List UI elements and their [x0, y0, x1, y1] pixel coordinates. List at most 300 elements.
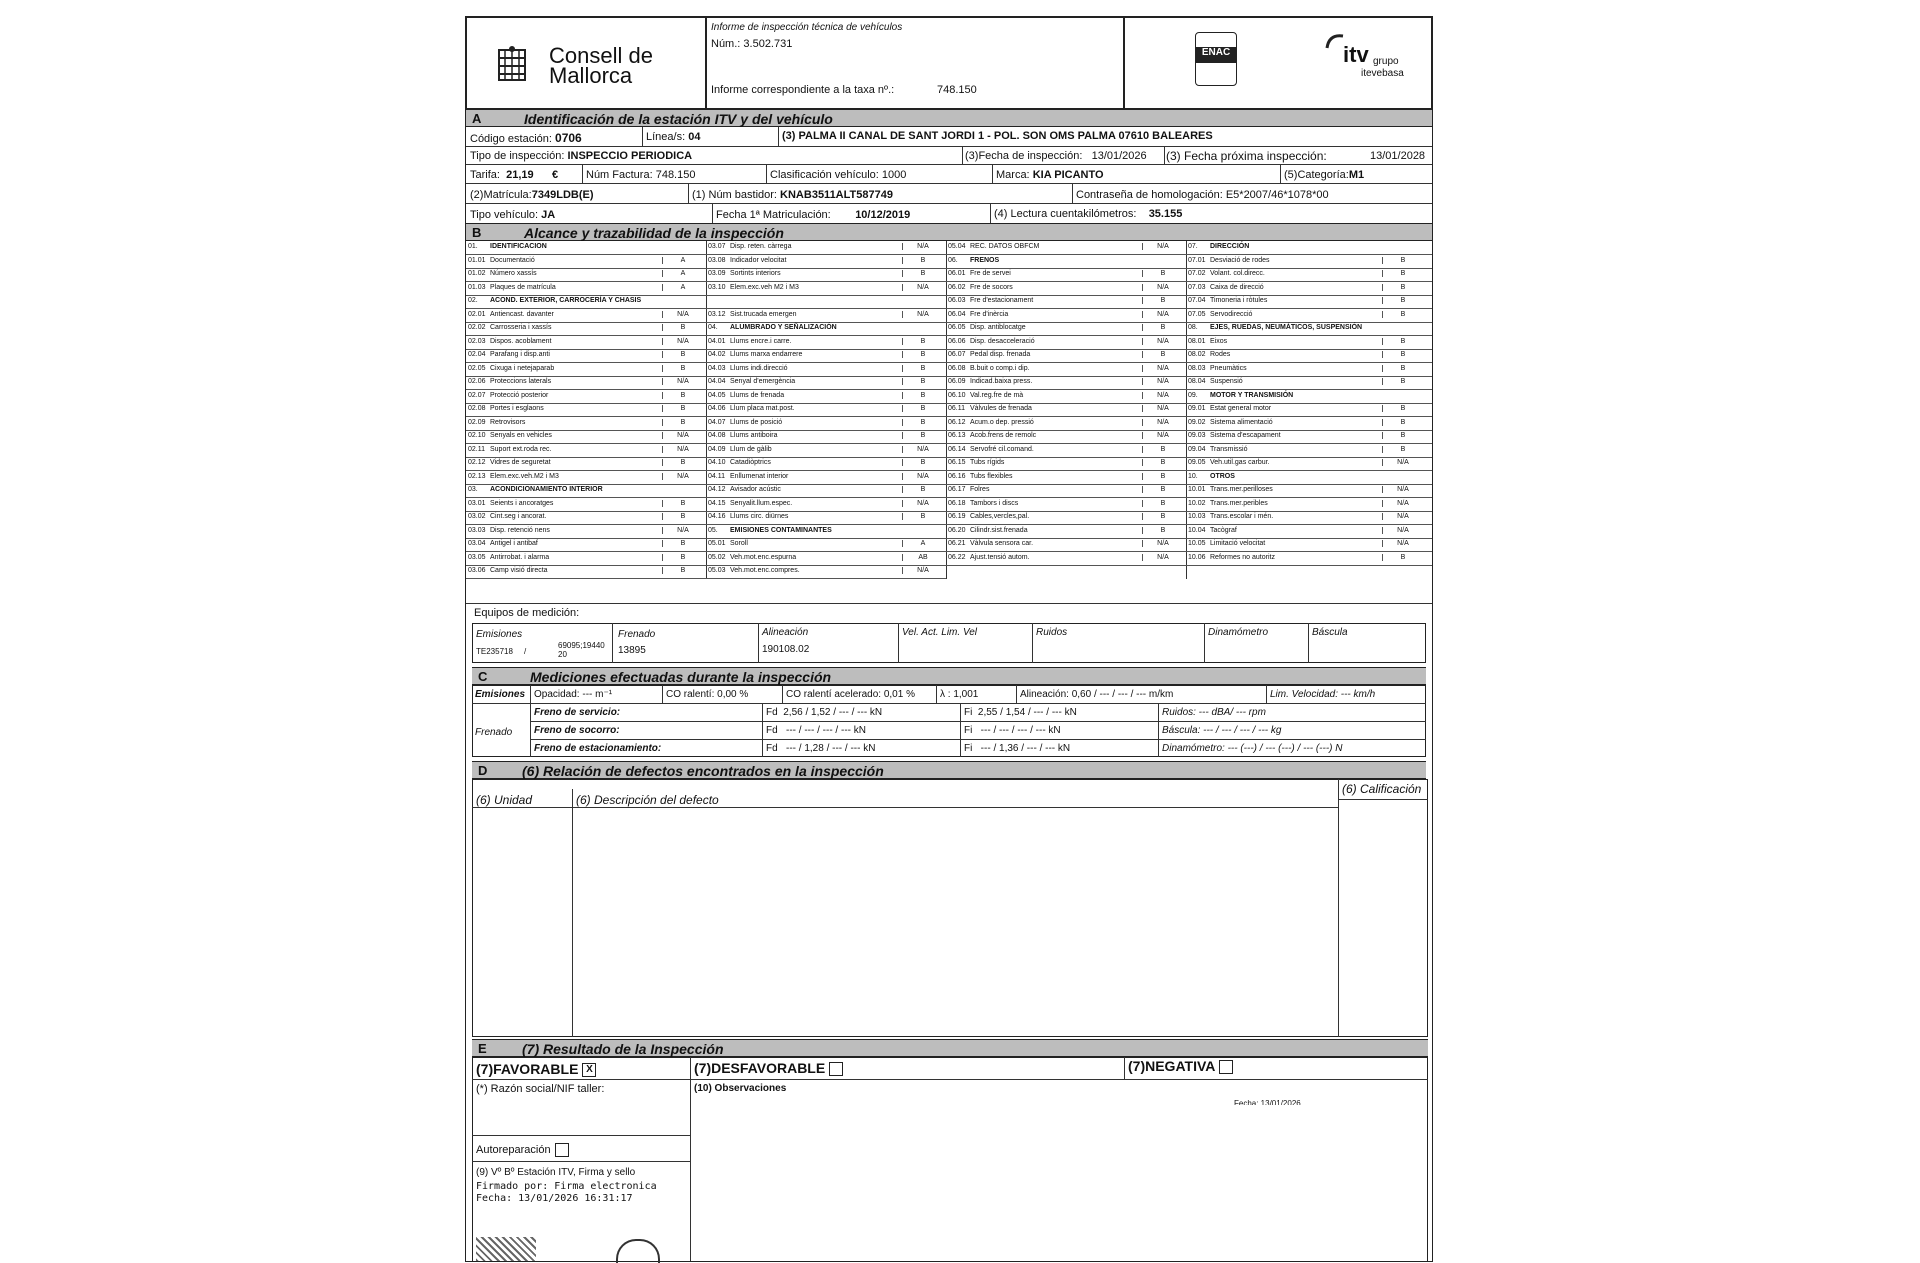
inspection-item — [946, 268, 1186, 282]
inspection-date: (3)Fecha de inspección: 13/01/2026 — [965, 150, 1147, 162]
item-result: B — [1142, 500, 1183, 507]
item-name: Llums marxa endarrere — [730, 351, 803, 358]
item-result: N/A — [662, 338, 703, 345]
item-name: Sistema d'escapament — [1210, 432, 1281, 439]
item-result: B — [662, 392, 703, 399]
items-group-header — [946, 255, 1186, 269]
observaciones-date-fragment: Fecha: 13/01/2026 — [1234, 1099, 1301, 1105]
item-name: Ajust.tensió autom. — [970, 553, 1030, 561]
item-name: Senyalit.llum.espec. — [730, 499, 793, 507]
item-result: N/A — [662, 446, 703, 453]
item-name: Dispos. acoblament — [490, 337, 552, 345]
item-code: 06.13 — [948, 432, 966, 439]
item-name: Vàlvula sensora car. — [970, 540, 1034, 547]
item-result: N/A — [1382, 540, 1423, 547]
item-code: 06.17 — [948, 486, 966, 493]
item-name: Llums circ. diürnes — [730, 513, 789, 520]
item-result: B — [1382, 257, 1423, 264]
favorable-checkbox[interactable]: X — [582, 1063, 596, 1077]
item-name: Desviació de rodes — [1210, 256, 1270, 264]
item-code: 04.11 — [708, 472, 725, 480]
item-result: N/A — [902, 567, 943, 574]
fi-symbol: Fi — [964, 707, 973, 718]
section-e-header: E (7) Resultado de la Inspección — [472, 1039, 1428, 1057]
item-result: B — [1142, 324, 1183, 331]
item-name: Disp. antiblocatge — [970, 324, 1026, 331]
inspection-item — [946, 403, 1186, 417]
item-name: Acob.frens de remolc — [970, 432, 1037, 439]
autoreparacion: Autoreparación — [476, 1143, 569, 1157]
vehicle-brand: Marca: KIA PICANTO — [996, 169, 1104, 181]
inspection-item — [466, 403, 706, 417]
item-result: N/A — [1142, 405, 1183, 412]
item-result: B — [1382, 284, 1423, 291]
homologation: Contraseña de homologación: E5*2007/46*1078*00 — [1076, 189, 1329, 201]
inspection-item — [1186, 309, 1432, 323]
item-result: N/A — [1142, 378, 1183, 385]
items-group-header — [1186, 390, 1432, 404]
item-result: N/A — [662, 311, 703, 318]
inspection-item — [1186, 417, 1432, 431]
item-code: 04.08 — [708, 432, 726, 439]
item-name: Tubs rígids — [970, 459, 1005, 466]
item-code: 04.16 — [708, 513, 726, 520]
eq-alineacion-label: Alineación — [762, 627, 809, 638]
taxa-label: Informe correspondiente a la taxa nº.: — [711, 84, 895, 96]
inspection-item — [946, 376, 1186, 390]
item-result: B — [1382, 378, 1423, 385]
inspection-item — [466, 336, 706, 350]
item-name: Parafang i disp.anti — [490, 351, 550, 358]
item-result: B — [1142, 473, 1183, 480]
inspection-item — [706, 457, 946, 471]
item-name: Trans.mer.perilloses — [1210, 486, 1273, 493]
section-b-title: Alcance y trazabilidad de la inspección — [524, 225, 784, 241]
alineacion: Alineación: 0,60 / --- / --- / --- m/km — [1020, 689, 1174, 700]
inspection-item — [466, 349, 706, 363]
equipment-label: Equipos de medición: — [474, 607, 580, 619]
fd-symbol: Fd — [766, 707, 778, 718]
item-code: 04.10 — [708, 459, 726, 466]
item-name: Elem.exc.veh.M2 i M3 — [490, 472, 559, 480]
inspection-item — [466, 471, 706, 485]
item-result: N/A — [902, 473, 943, 480]
inspection-report: Consell de Mallorca Informe de inspección técnica de vehículos Núm.: 3.502.731 Informe correspondiente a la taxa nº.: 748.150 ENAC itv grupo itevebasa A Identificación de la estación ITV y del vehículo Código estación: 0706 Línea/s: 04 (3) PALMA II CANAL DE SANT JORDI 1 - POL. SON OMS PALMA 07610 BALEARES Tipo de inspección: INSPECCIO PERIODICA (3)Fecha de inspección: 13/01/2026 (3) Fecha próxima inspección: 13/01/2028 Tarifa: 21,19 € Núm Factura: 748.150 Clasificación vehículo: 1000 Marca: KIA PICANTO (5)Categoría:M1 (2)Matrícula:7349LDB(E) (1) Núm bastidor: KNAB3511ALT587749 Contraseña de homologación: E5*2007/46*1078*00 Tipo vehículo: JA Fecha 1ª Matriculación: 10/12/2019 (4) Lectura cuentakilómetros: 35.155 B Alcance y trazabilidad de la inspección 01. IDENTIFICACION 01.01 Documentació A 01.02 Número xassís A 01.03 Plaques de matrícula A 02. ACOND. EXTERIOR, CARROCERÍA Y CHASIS 02.01 Antiencast. davanter N/A 02.02 Carrosseria i xassís B 02.03 Dispos. acoblament N/A 02.04 Parafang i disp.anti B 02.05 Cixuga i netejaparab B 02.06 Proteccions laterals N/A 02.07 Protecció posterior B 02.08 Portes i esglaons B 02.09 Retrovisors B 02.10 Senyals en vehicles N/A 02.11 Suport ext.roda rec. N/A 02.12 Vidres de seguretat B 02.13 Elem.exc.veh.M2 i M3 N/A 03. ACONDICIONAMIENTO INTERIOR 03.01 Seients i ancoratges B 03.02 Cint.seg i ancorat. B 03.03 Disp. retenció nens N/A 03.04 Antigel i antibaf B 03.05 Antirrobat. i alarma B 03.06 Camp visió directa B 03.07 Disp. reten. càrrega N/A 03.08 Indicador velocitat B 03.09 Sortints interiors B 03.10 Elem.exc.veh M2 i M3 N/A 03.12 Sist.trucada emergen N/A 04. ALUMBRADO Y SEÑALIZACIÓN 04.01 Llums encre.i carre. B 04.02 Llums marxa endarrere B 04.03 Llums indi.direcció B 04.04 Senyal d'emergència B 04.05 Llums de frenada B 04.06 Llum placa mat.post. B 04.07 Llums de posició B 04.08 Llums antiboira B 04.09 Llum de gàlib N/A 04.10 Catadiòptrics B 04.11 Enllumenat interior N/A 04.12 Avisador acústic B 04.15 Senyalit.llum.espec. N/A 04.16 Llums circ. diürnes B 05. EMISIONES CONTAMINANTES 05.01 Soroll A 05.02 Veh.mot.enc.espurna AB 05.03 Veh.mot.enc.compres. N/A 05.04 REC. DATOS OBFCM N/A 06. FRENOS 06.01 Fre de servei B 06.02 Fre de socors N/A 06.03 Fre d'estacionament B 06.04 Fre d'inèrcia N/A 06.05 Disp. antiblocatge B 06.06 Disp. desacceleració N/A 06.07 Pedal disp. frenada B 06.08 B.buit o comp.i dip. N/A 06.09 Indicad.baixa press. N/A 06.10 Val.reg.fre de mà N/A 06.11 Vàlvules de frenada N/A 06.12 Acum.o dep. pressió N/A 06.13 Acob.frens de remolc N/A 06.14 Servofré cil.comand. B 06.15 Tubs rígids B 06.16 Tubs flexibles B 06.17 Folres B 06.18 Tambors i discs B 06.19 Cables,vercles,pal. B 06.20 Cilindr.sist.frenada B 06.21 Vàlvula sensora car. N/A 06.22 Ajust.tensió autom. N/A 07. DIRECCIÓN 07.01 Desviació de rodes B 07.02 Volant. col.direcc. B 07.03 Caixa de direcció B 07.04 Timoneria i ròtules B 07.05 Servodirecció B 08. EJES, RUEDAS, NEUMÁTICOS, SUSPENSIÓN 08.01 Eixos B 08.02 Rodes B 08.03 Pneumàtics B 08.04 Suspensió B 09. MOTOR Y TRANSMISIÓN 09.01 Estat general motor B 09.02 Sistema alimentació B 09.03 Sistema d'escapament B 09.04 Transmissió B 09.05 Veh.util.gas carbur. N/A 10. OTROS 10.01 Trans.mer.perilloses N/A 10.02 Trans.mer.peribles N/A 10.03 Trans.escolar i mén. N/A 10.04 Tacògraf N/A 10.05 Limitació velocitat N/A 10.06 Reformes no autoritz B Equipos de medición: Emisiones TE235718 / 69095;19440 20 Frenado 13895 Alineación 190108.02 Vel. Act. Lim. Vel Ruidos Dinamómetro Báscula C Mediciones efectuadas durante la inspección Emisiones Opacidad: --- m⁻¹ CO ralentí: 0,00 % CO ralentí acelerado: 0,01 % λ : 1,001 Alineación: 0,60 / --- / --- / --- m/km Lim. Velocidad: --- km/h Frenado Freno de servicio: Freno de socorro: Freno de estacionamiento: Fd 2,56 / 1,52 / --- / --- kN Fd --- / --- / --- / --- kN Fd --- / 1,28 / --- / --- kN Fi 2,55 / 1,54 / --- / --- kN Fi --- / --- / --- / --- kN Fi --- / 1,36 / --- / --- kN Ruidos: --- dBA/ --- rpm Báscula: --- / --- / --- / --- kg Dinamómetro: --- (---) / --- (---) / --- (---) N D (6) Relación de defectos encontrados en la inspección (6) Unidad (6) Descripción del defecto (6) Calificación E (7) Resultado de la Inspección (7)FAVORABLE X (7)DESFAVORABLE (7)NEGATIVA (*) Razón social/NIF taller: Autoreparación (9) Vº Bº Estación ITV, Firma y sello Firmado por: Firma electronica Fecha: 13/01/2026 16:31:17 (10) Observaciones Fecha: 13/01/2026 — [465, 16, 1433, 1262]
item-name: Fre d'inèrcia — [970, 310, 1009, 318]
item-result: B — [1142, 270, 1183, 277]
inspection-item — [1186, 295, 1432, 309]
item-code: 08.03 — [1188, 364, 1206, 372]
item-result: B — [1382, 405, 1423, 412]
item-code: 05.04 — [948, 243, 966, 250]
item-code: 07. — [1188, 243, 1198, 250]
inspection-item — [466, 525, 706, 539]
negativa-option: (7)NEGATIVA — [1128, 1058, 1233, 1074]
inspection-item — [466, 255, 706, 269]
item-result: N/A — [662, 473, 703, 480]
inspection-item — [946, 457, 1186, 471]
eq-emisiones-label: Emisiones — [476, 629, 523, 640]
item-code: 06.03 — [948, 297, 966, 304]
favorable-option: (7)FAVORABLE X — [476, 1061, 596, 1077]
item-name: Cables,vercles,pal. — [970, 513, 1030, 520]
ruidos: Ruidos: --- dBA/ --- rpm — [1162, 707, 1266, 718]
item-code: 02.02 — [468, 324, 486, 331]
opacidad: Opacidad: --- m⁻¹ — [534, 689, 613, 700]
item-result: N/A — [1382, 459, 1423, 466]
item-result: B — [1382, 365, 1423, 372]
item-name: Catadiòptrics — [730, 459, 771, 466]
item-result: N/A — [1382, 486, 1423, 493]
item-name: REC. DATOS OBFCM — [970, 243, 1040, 250]
item-code: 03.07 — [708, 243, 726, 250]
freno-estacionamiento-label: Freno de estacionamiento: — [534, 743, 662, 754]
consell-crest-icon — [493, 46, 531, 84]
inspection-item — [1186, 363, 1432, 377]
item-code: 04.15 — [708, 499, 726, 507]
unidad-header: (6) Unidad — [476, 793, 533, 807]
item-result: B — [902, 270, 943, 277]
section-d-header: D (6) Relación de defectos encontrados en la inspección — [472, 761, 1426, 779]
item-result: N/A — [1382, 500, 1423, 507]
item-result: B — [662, 459, 703, 466]
item-result: B — [1142, 297, 1183, 304]
item-code: 05.03 — [708, 567, 726, 574]
item-code: 10.03 — [1188, 513, 1206, 520]
inspection-item — [706, 336, 946, 350]
firma-line-1: Firmado por: Firma electronica — [476, 1181, 657, 1192]
item-code: 03.10 — [708, 283, 726, 291]
inspection-item — [706, 417, 946, 431]
item-name: Llum de gàlib — [730, 445, 772, 453]
section-d-title: (6) Relación de defectos encontrados en la inspección — [522, 763, 884, 779]
inspection-item — [1186, 336, 1432, 350]
item-name: Veh.mot.enc.espurna — [730, 553, 797, 561]
item-name: Seients i ancoratges — [490, 499, 554, 507]
inspection-item — [466, 444, 706, 458]
next-inspection-label: (3) Fecha próxima inspección: — [1166, 149, 1327, 163]
item-result: B — [1382, 432, 1423, 439]
inspection-item — [946, 511, 1186, 525]
item-result: B — [662, 405, 703, 412]
item-name: Antigel i antibaf — [490, 540, 538, 547]
item-name: Trans.escolar i mén. — [1210, 513, 1274, 520]
items-group-header — [706, 525, 946, 539]
item-code: 07.04 — [1188, 297, 1206, 304]
item-code: 09.01 — [1188, 405, 1206, 412]
item-result: B — [1142, 446, 1183, 453]
item-name: Suport ext.roda rec. — [490, 445, 552, 453]
item-name: Antirrobat. i alarma — [490, 553, 550, 561]
vehicle-classification: Clasificación vehículo: 1000 — [770, 169, 907, 181]
item-result: N/A — [1142, 540, 1183, 547]
item-name: Vidres de seguretat — [490, 459, 551, 466]
item-code: 01.02 — [468, 270, 486, 277]
item-code: 02.06 — [468, 378, 486, 385]
item-name: Tambors i discs — [970, 499, 1019, 507]
item-result: B — [1142, 527, 1183, 534]
item-code: 09.03 — [1188, 432, 1206, 439]
item-name: Volant. col.direcc. — [1210, 270, 1265, 277]
inspection-item — [706, 349, 946, 363]
fd-servicio: 2,56 / 1,52 / --- / --- kN — [783, 707, 883, 718]
item-name: Suspensió — [1210, 378, 1243, 385]
inspection-item — [1186, 268, 1432, 282]
inspection-item — [1186, 444, 1432, 458]
item-name: EMISIONES CONTAMINANTES — [730, 526, 832, 534]
item-name: Senyal d'emergència — [730, 378, 796, 385]
item-result: B — [1142, 351, 1183, 358]
item-name: ACOND. EXTERIOR, CARROCERÍA Y CHASIS — [490, 297, 642, 304]
item-name: MOTOR Y TRANSMISIÓN — [1210, 391, 1294, 399]
item-code: 06.14 — [948, 445, 966, 453]
item-result: B — [902, 338, 943, 345]
inspection-item — [466, 309, 706, 323]
header-report-cell — [706, 17, 1124, 109]
inspection-item — [1186, 484, 1432, 498]
fi-servicio: 2,55 / 1,54 / --- / --- kN — [977, 707, 1077, 718]
inspection-item — [466, 498, 706, 512]
inspection-item — [706, 255, 946, 269]
inspection-item — [1186, 498, 1432, 512]
inspection-item — [466, 417, 706, 431]
inspection-item — [466, 457, 706, 471]
items-group-header — [706, 322, 946, 336]
item-result: B — [902, 365, 943, 372]
emisiones-label: Emisiones — [475, 689, 526, 700]
item-code: 09.02 — [1188, 418, 1206, 426]
item-code: 06.02 — [948, 283, 966, 291]
item-name: Disp. reten. càrrega — [730, 243, 792, 250]
item-name: Sortints interiors — [730, 270, 781, 277]
inspection-item — [946, 309, 1186, 323]
item-name: Antiencast. davanter — [490, 310, 554, 318]
item-result: B — [902, 513, 943, 520]
inspection-item — [946, 417, 1186, 431]
bascula: Báscula: --- / --- / --- / --- kg — [1162, 725, 1282, 736]
negativa-checkbox[interactable] — [1219, 1060, 1233, 1074]
item-code: 07.05 — [1188, 310, 1206, 318]
item-name: Fre de socors — [970, 283, 1013, 291]
inspection-item — [466, 552, 706, 566]
item-code: 04.03 — [708, 364, 726, 372]
item-code: 03.05 — [468, 553, 486, 561]
item-code: 03.01 — [468, 499, 486, 507]
station-address: (3) PALMA II CANAL DE SANT JORDI 1 - POL. SON OMS PALMA 07610 BALEARES — [782, 130, 1213, 142]
co-acelerado: CO ralentí acelerado: 0,01 % — [786, 689, 915, 700]
inspection-item — [466, 565, 706, 579]
item-name: Fre de servei — [970, 270, 1011, 277]
inspection-item — [946, 430, 1186, 444]
firma-line-2: Fecha: 13/01/2026 16:31:17 — [476, 1193, 633, 1204]
item-code: 04.02 — [708, 351, 726, 358]
inspection-item — [466, 430, 706, 444]
item-name: EJES, RUEDAS, NEUMÁTICOS, SUSPENSIÓN — [1210, 324, 1363, 331]
inspection-item — [1186, 376, 1432, 390]
item-name: Sistema alimentació — [1210, 418, 1273, 426]
item-name: Veh.util.gas carbur. — [1210, 459, 1270, 466]
inspection-item — [706, 241, 946, 255]
eq-ruidos-label: Ruidos — [1036, 627, 1068, 638]
item-code: 02.07 — [468, 391, 486, 399]
inspection-item — [706, 403, 946, 417]
item-code: 02.11 — [468, 445, 485, 453]
eq-emisiones-value: TE235718 / — [476, 647, 527, 656]
inspection-item — [706, 511, 946, 525]
taller-label: (*) Razón social/NIF taller: — [476, 1083, 605, 1095]
item-result: B — [1382, 351, 1423, 358]
autoreparacion-checkbox[interactable] — [555, 1143, 569, 1157]
inspection-item — [466, 268, 706, 282]
inspection-item — [946, 241, 1186, 255]
inspection-item — [1186, 282, 1432, 296]
item-name: ACONDICIONAMIENTO INTERIOR — [490, 486, 603, 493]
item-name: Fre d'estacionament — [970, 297, 1034, 304]
item-code: 09.05 — [1188, 459, 1206, 466]
item-name: IDENTIFICACION — [490, 243, 547, 250]
inspection-item — [946, 552, 1186, 566]
item-result: B — [662, 419, 703, 426]
inspection-item — [466, 363, 706, 377]
item-result: B — [902, 405, 943, 412]
item-code: 06.01 — [948, 270, 966, 277]
item-name: Pneumàtics — [1210, 364, 1247, 372]
item-name: Servodirecció — [1210, 310, 1253, 318]
inspection-item — [706, 498, 946, 512]
item-name: DIRECCIÓN — [1210, 243, 1250, 250]
items-group-header — [466, 241, 706, 255]
section-a-title: Identificación de la estación ITV y del vehículo — [524, 111, 833, 127]
inspection-item — [946, 336, 1186, 350]
item-result: A — [662, 284, 703, 291]
inspection-item — [466, 322, 706, 336]
item-code: 08. — [1188, 324, 1198, 331]
inspection-item — [946, 390, 1186, 404]
item-name: FRENOS — [970, 256, 1000, 264]
section-a-header: A Identificación de la estación ITV y del vehículo — [466, 109, 1432, 127]
section-b-header: B Alcance y trazabilidad de la inspección — [466, 223, 1432, 241]
item-name: Servofré cil.comand. — [970, 445, 1034, 453]
item-result: N/A — [1142, 554, 1183, 561]
item-result: N/A — [1142, 284, 1183, 291]
firma-label: (9) Vº Bº Estación ITV, Firma y sello — [476, 1167, 636, 1178]
item-result: B — [902, 432, 943, 439]
item-code: 06.11 — [948, 405, 965, 412]
inspection-item — [946, 363, 1186, 377]
item-name: ALUMBRADO Y SEÑALIZACIÓN — [730, 324, 837, 331]
item-name: Avisador acústic — [730, 486, 781, 493]
header-brands-cell — [1124, 17, 1432, 109]
item-code: 06.09 — [948, 378, 966, 385]
inspection-item — [946, 471, 1186, 485]
station-code: 0706 — [555, 131, 582, 145]
item-result: B — [662, 365, 703, 372]
invoice-number: Núm Factura: 748.150 — [586, 169, 696, 181]
item-name: Sist.trucada emergen — [730, 310, 797, 318]
item-code: 06.07 — [948, 351, 966, 358]
inspection-item — [946, 525, 1186, 539]
eq-velocidad-label: Vel. Act. Lim. Vel — [902, 627, 978, 638]
inspection-type: Tipo de inspección: INSPECCIO PERIODICA — [470, 150, 693, 162]
item-code: 08.02 — [1188, 351, 1206, 358]
item-result: B — [662, 513, 703, 520]
descripcion-header: (6) Descripción del defecto — [576, 793, 719, 807]
fd-socorro: --- / --- / --- / --- kN — [783, 725, 866, 736]
item-result: B — [1142, 486, 1183, 493]
itv-arc-icon — [1325, 32, 1345, 50]
item-name: Elem.exc.veh M2 i M3 — [730, 283, 799, 291]
consell-logo-text: Consell de Mallorca — [549, 43, 653, 88]
item-result: B — [902, 392, 943, 399]
lambda: λ : 1,001 — [940, 689, 979, 700]
item-name: Rodes — [1210, 351, 1231, 358]
item-result: B — [1382, 311, 1423, 318]
item-name: Reformes no autoritz — [1210, 553, 1275, 561]
items-group-header — [1186, 241, 1432, 255]
item-name: Retrovisors — [490, 418, 526, 426]
item-name: Veh.mot.enc.compres. — [730, 567, 800, 574]
item-code: 06. — [948, 256, 958, 264]
eq-alineacion-value: 190108.02 — [762, 644, 810, 655]
item-name: Llums indi.direcció — [730, 364, 788, 372]
item-name: Cilindr.sist.frenada — [970, 526, 1028, 534]
item-name: Estat general motor — [1210, 405, 1272, 412]
desfavorable-checkbox[interactable] — [829, 1062, 843, 1076]
item-code: 06.21 — [948, 540, 966, 547]
next-inspection-date: 13/01/2028 — [1370, 150, 1426, 162]
item-name: Protecció posterior — [490, 391, 549, 399]
inspection-item — [946, 444, 1186, 458]
item-result: N/A — [902, 500, 943, 507]
item-code: 09. — [1188, 391, 1198, 399]
item-name: Llums de frenada — [730, 391, 785, 399]
item-result: N/A — [902, 284, 943, 291]
item-code: 10.05 — [1188, 540, 1206, 547]
inspection-item — [946, 295, 1186, 309]
item-result: N/A — [1382, 527, 1423, 534]
freno-servicio-label: Freno de servicio: — [534, 707, 621, 718]
inspection-item — [706, 309, 946, 323]
item-result: A — [662, 270, 703, 277]
item-result: B — [662, 324, 703, 331]
item-code: 06.19 — [948, 513, 966, 520]
desfavorable-option: (7)DESFAVORABLE — [694, 1060, 843, 1076]
item-code: 09.04 — [1188, 445, 1206, 453]
inspection-item — [706, 538, 946, 552]
item-result: N/A — [662, 527, 703, 534]
item-code: 04.04 — [708, 378, 726, 385]
item-result: N/A — [662, 378, 703, 385]
item-name: Val.reg.fre de mà — [970, 391, 1024, 399]
item-name: Limitació velocitat — [1210, 540, 1266, 547]
chassis-number: (1) Núm bastidor: KNAB3511ALT587749 — [692, 189, 893, 201]
item-name: Llums encre.i carre. — [730, 337, 792, 345]
item-name: Tubs flexibles — [970, 472, 1013, 480]
inspection-item — [466, 390, 706, 404]
item-result: N/A — [902, 311, 943, 318]
item-name: Número xassís — [490, 270, 537, 277]
item-result: B — [662, 500, 703, 507]
inspection-item — [466, 282, 706, 296]
item-result: B — [1382, 419, 1423, 426]
item-name: Plaques de matrícula — [490, 283, 556, 291]
item-name: Senyals en vehicles — [490, 432, 552, 439]
inspection-item — [1186, 552, 1432, 566]
vehicle-type: Tipo vehículo: JA — [470, 209, 556, 221]
item-result: A — [902, 540, 943, 547]
item-result: N/A — [1142, 432, 1183, 439]
frenado-label: Frenado — [475, 727, 513, 738]
